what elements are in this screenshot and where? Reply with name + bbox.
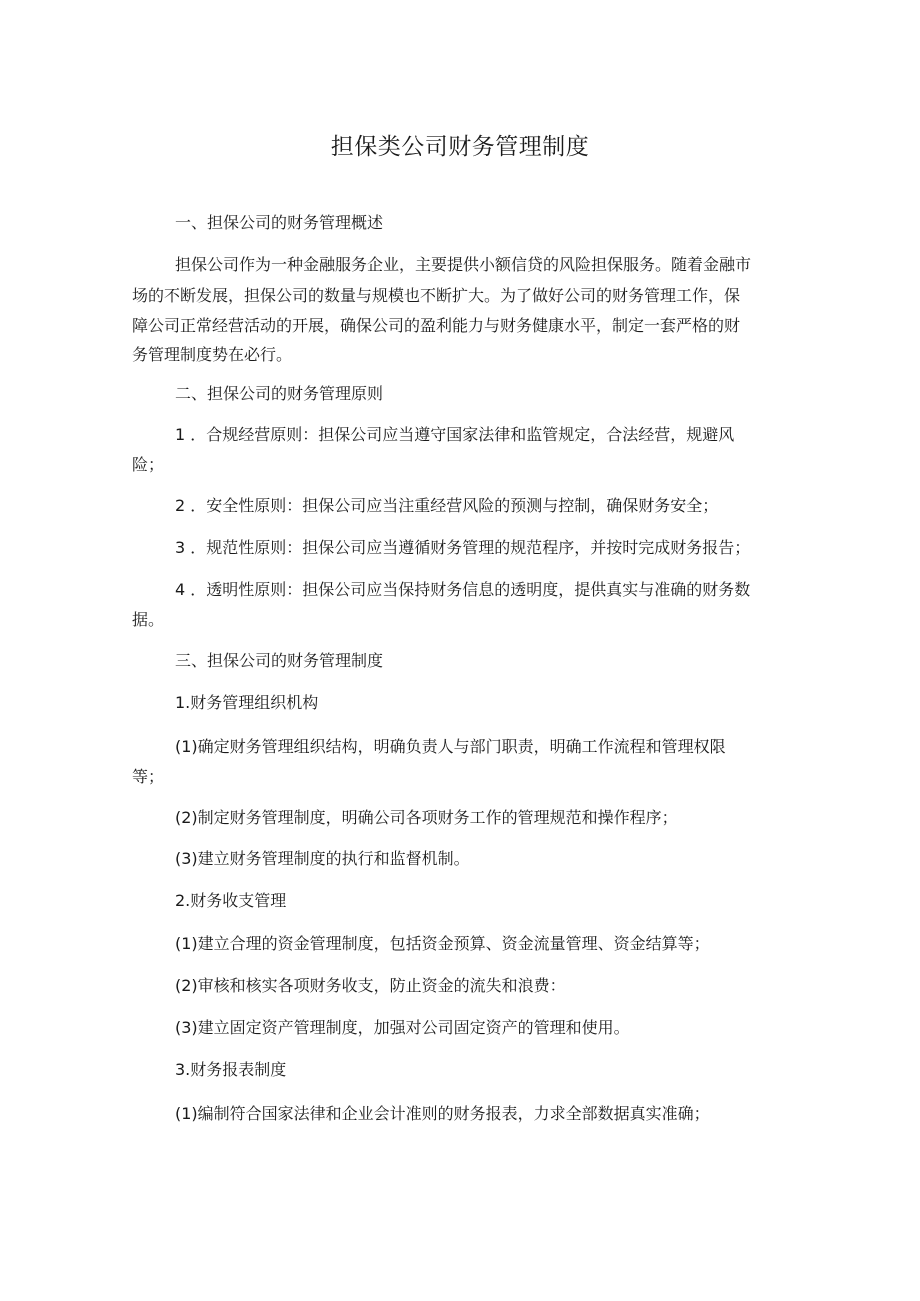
paragraph-line: 担保公司作为一种金融服务企业，主要提供小额信贷的风险担保服务。随着金融市	[175, 255, 752, 274]
section-heading-3: 三、担保公司的财务管理制度	[175, 651, 384, 670]
list-item: (2)制定财务管理制度，明确公司各项财务工作的管理规范和操作程序；	[175, 808, 678, 827]
list-item: (2)审核和核实各项财务收支，防止资金的流失和浪费：	[175, 976, 566, 995]
principle-item-cont: 据。	[132, 610, 165, 629]
principle-item: 4 ．透明性原则：担保公司应当保持财务信息的透明度，提供真实与准确的财务数	[175, 580, 751, 599]
list-item: (1)确定财务管理组织结构，明确负责人与部门职责，明确工作流程和管理权限	[175, 737, 726, 756]
section-heading-1: 一、担保公司的财务管理概述	[175, 213, 384, 232]
paragraph-line: 场的不断发展，担保公司的数量与规模也不断扩大。为了做好公司的财务管理工作，保	[132, 286, 741, 305]
document-title: 担保类公司财务管理制度	[330, 134, 590, 160]
principle-item: 3 ．规范性原则：担保公司应当遵循财务管理的规范程序，并按时完成财务报告；	[175, 538, 751, 557]
principle-item: 1 ．合规经营原则：担保公司应当遵守国家法律和监管规定，合法经营，规避风	[175, 425, 735, 444]
list-item: (1)建立合理的资金管理制度，包括资金预算、资金流量管理、资金结算等；	[175, 934, 710, 953]
subsection-heading: 1.财务管理组织机构	[175, 693, 319, 712]
paragraph-line: 务管理制度势在必行。	[132, 345, 293, 364]
section-heading-2: 二、担保公司的财务管理原则	[175, 384, 384, 403]
principle-item: 2 ．安全性原则：担保公司应当注重经营风险的预测与控制，确保财务安全；	[175, 496, 719, 515]
list-item: (3)建立财务管理制度的执行和监督机制。	[175, 849, 470, 868]
list-item-cont: 等；	[132, 767, 165, 786]
subsection-heading: 3.财务报表制度	[175, 1060, 287, 1079]
subsection-heading: 2.财务收支管理	[175, 891, 287, 910]
list-item: (1)编制符合国家法律和企业会计准则的财务报表，力求全部数据真实准确；	[175, 1104, 710, 1123]
principle-item-cont: 险；	[132, 455, 165, 474]
paragraph-line: 障公司正常经营活动的开展，确保公司的盈利能力与财务健康水平，制定一套严格的财	[132, 316, 741, 335]
list-item: (3)建立固定资产管理制度，加强对公司固定资产的管理和使用。	[175, 1018, 630, 1037]
